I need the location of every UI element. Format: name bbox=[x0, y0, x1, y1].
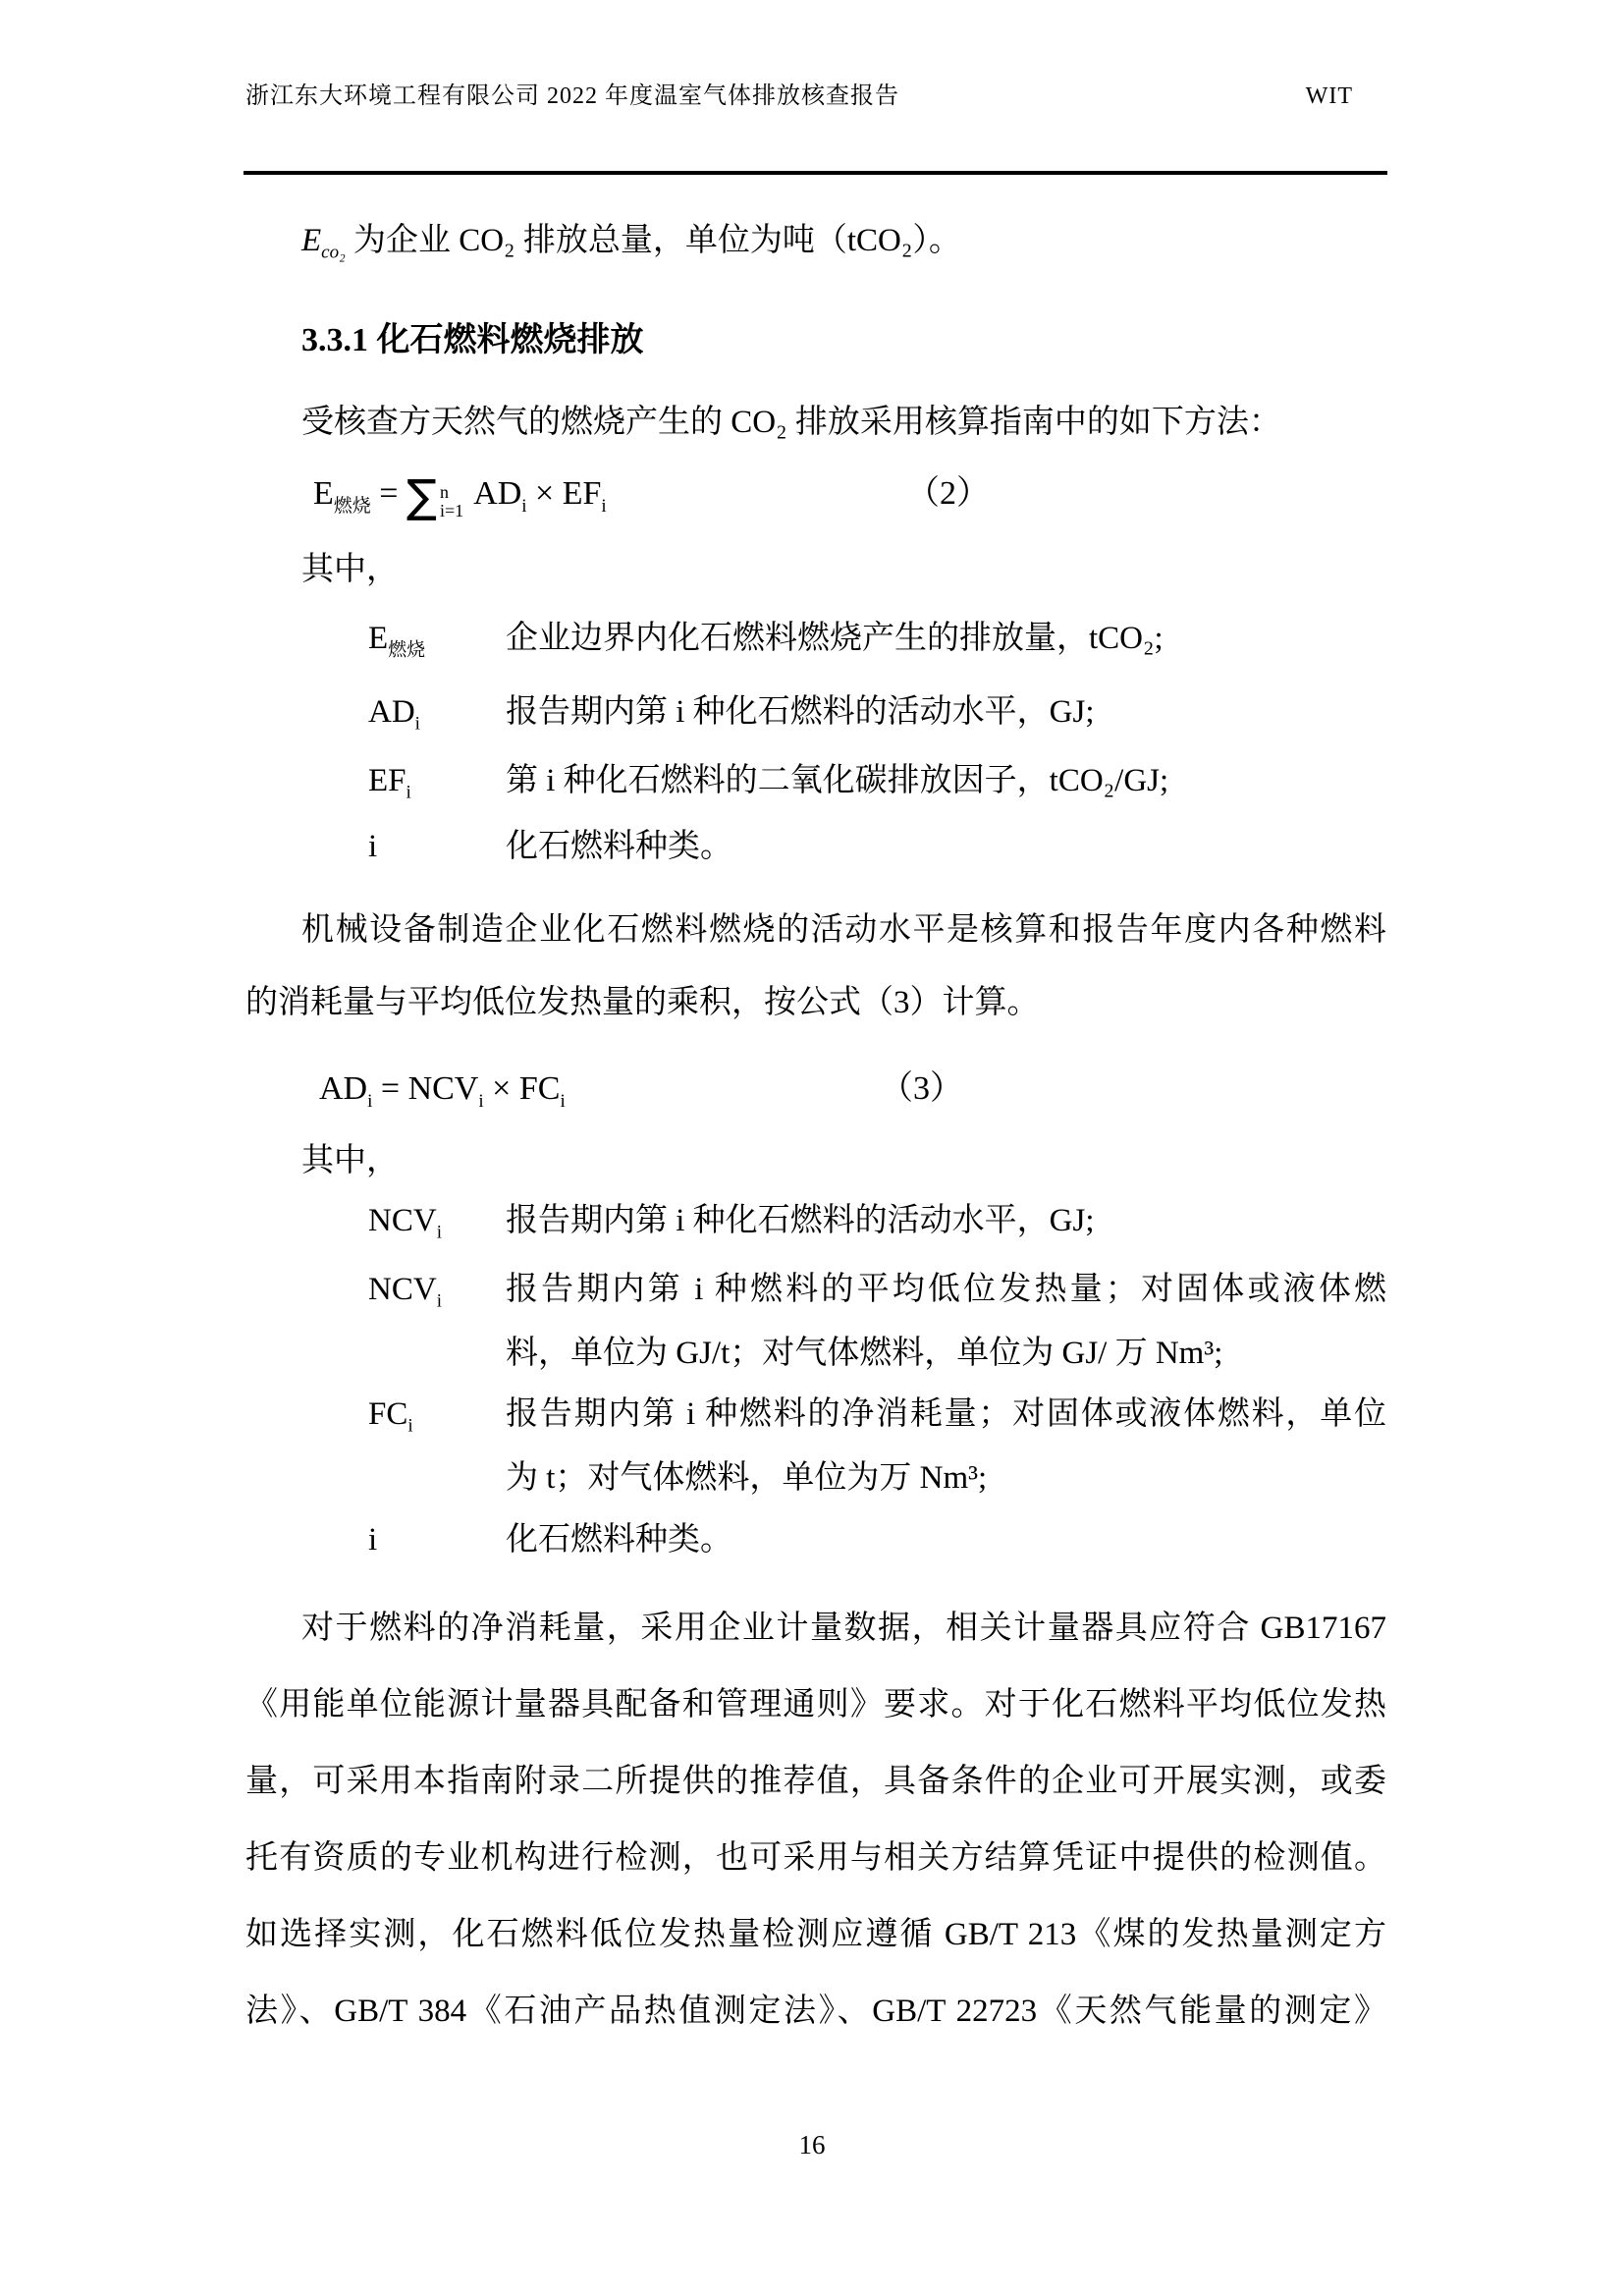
formula-2 bbox=[245, 465, 1386, 523]
header-title: 浙江东大环境工程有限公司 2022 年度温室气体排放核查报告 bbox=[245, 83, 899, 109]
definition-row-ncv-1 bbox=[245, 1197, 1386, 1244]
para-activity-line2: 的消耗量与平均低位发热量的乘积，按公式（3）计算。 bbox=[245, 985, 1040, 1020]
term-subscript: 燃烧 bbox=[388, 639, 426, 661]
term-base: EF bbox=[368, 763, 406, 798]
term-symbol bbox=[368, 688, 420, 736]
definition-row-ad bbox=[245, 688, 1386, 736]
definition-row-i bbox=[245, 823, 1386, 870]
sum-lower-limit: i=1 bbox=[439, 501, 464, 520]
intro-text: 为企业 CO₂ 排放总量，单位为吨（tCO₂）。 bbox=[345, 223, 961, 258]
formula-lhs-subscript: i bbox=[367, 1090, 373, 1112]
term-base: NCV bbox=[368, 1203, 437, 1238]
paragraph-line: 托有资质的专业机构进行检测，也可采用与相关方结算凭证中提供的检测值。 bbox=[245, 1840, 1386, 1876]
term-subscript: i bbox=[436, 1222, 442, 1243]
formula-2-body bbox=[313, 469, 607, 522]
term-description: 报告期内第 i 种燃料的平均低位发热量；对固体或液体燃 bbox=[506, 1272, 1386, 1307]
definition-row-ef bbox=[245, 757, 1386, 804]
para-activity-line1: 机械设备制造企业化石燃料燃烧的活动水平是核算和报告年度内各种燃料 bbox=[301, 912, 1386, 948]
term-description: 化石燃料种类。 bbox=[506, 1522, 732, 1558]
where-label-1: 其中， bbox=[301, 552, 399, 587]
term-description: 第 i 种化石燃料的二氧化碳排放因子，tCO₂/GJ; bbox=[506, 763, 1169, 798]
formula-term-ncv-subscript: i bbox=[478, 1090, 484, 1112]
term-description: 报告期内第 i 种燃料的净消耗量；对固体或液体燃料，单位 bbox=[506, 1396, 1386, 1432]
definition-continuation bbox=[245, 1454, 1386, 1502]
header-mark: WIT bbox=[1305, 83, 1353, 109]
header-rule bbox=[244, 171, 1387, 175]
sum-upper-limit: n bbox=[439, 482, 449, 502]
definition-row-e bbox=[245, 615, 1386, 662]
multiply-sign: × bbox=[492, 1070, 512, 1107]
page-header bbox=[245, 81, 1386, 112]
formula-3-body bbox=[319, 1070, 566, 1112]
formula-term-fc: FC bbox=[518, 1070, 561, 1107]
formula-term-ef: EF bbox=[562, 475, 602, 512]
term-symbol bbox=[368, 757, 411, 804]
term-symbol bbox=[368, 1197, 442, 1244]
formula-term-fc-subscript: i bbox=[560, 1090, 566, 1112]
formula-term-ncv: NCV bbox=[407, 1070, 479, 1107]
formula-lhs: AD bbox=[319, 1070, 368, 1107]
term-base: NCV bbox=[368, 1272, 437, 1307]
equals-sign: = bbox=[380, 1070, 401, 1107]
paragraph-line: 对于燃料的净消耗量，采用企业计量数据，相关计量器具应符合 GB17167 bbox=[301, 1611, 1386, 1646]
formula-lhs: E bbox=[313, 475, 334, 512]
equation-number-3: （3） bbox=[880, 1070, 963, 1107]
term-base: E bbox=[368, 621, 389, 656]
summation-sigma: ∑ bbox=[406, 469, 437, 522]
formula-3 bbox=[245, 1060, 1386, 1119]
term-description: 企业边界内化石燃料燃烧产生的排放量，tCO₂; bbox=[506, 621, 1164, 656]
definition-row-fc bbox=[245, 1391, 1386, 1438]
formula-term-ef-subscript: i bbox=[601, 495, 607, 517]
term-symbol bbox=[368, 1266, 442, 1313]
definition-row-ncv-2 bbox=[245, 1266, 1386, 1313]
term-subscript: i bbox=[406, 782, 411, 803]
term-base: FC bbox=[368, 1396, 408, 1432]
term-subscript: i bbox=[414, 713, 420, 735]
term-symbol bbox=[368, 615, 425, 662]
term-symbol bbox=[368, 1391, 413, 1438]
equation-number-2: （2） bbox=[906, 475, 990, 512]
formula-lhs-subscript: 燃烧 bbox=[333, 495, 371, 517]
term-symbol bbox=[368, 1516, 377, 1563]
definition-continuation bbox=[245, 1330, 1386, 1377]
section-heading: 3.3.1 化石燃料燃烧排放 bbox=[301, 322, 644, 358]
definition-row-i2 bbox=[245, 1516, 1386, 1563]
symbol-e: E bbox=[301, 223, 322, 258]
term-base: AD bbox=[368, 694, 415, 730]
term-description: 报告期内第 i 种化石燃料的活动水平，GJ; bbox=[506, 1203, 1095, 1238]
paragraph-line: 法》、GB/T 384《石油产品热值测定法》、GB/T 22723《天然气能量的测定》 bbox=[245, 1994, 1386, 2029]
term-description-continued: 为 t；对气体燃料，单位为万 Nm³; bbox=[506, 1460, 988, 1496]
term-description: 报告期内第 i 种化石燃料的活动水平，GJ; bbox=[506, 694, 1095, 730]
term-description: 化石燃料种类。 bbox=[506, 829, 732, 864]
paragraph-line: 量，可采用本指南附录二所提供的推荐值，具备条件的企业可开展实测，或委 bbox=[245, 1764, 1386, 1799]
term-subscript: i bbox=[436, 1290, 442, 1312]
formula-term-ad-subscript: i bbox=[521, 495, 527, 517]
term-base: i bbox=[368, 1522, 378, 1558]
symbol-e-subscript: co₂ bbox=[321, 242, 346, 263]
term-base: i bbox=[368, 829, 378, 864]
formula-term-ad: AD bbox=[473, 475, 522, 512]
where-label-2: 其中， bbox=[301, 1143, 399, 1178]
term-subscript: i bbox=[407, 1415, 413, 1437]
term-description-continued: 料，单位为 GJ/t；对气体燃料，单位为 GJ/ 万 Nm³; bbox=[506, 1336, 1223, 1371]
paragraph-line: 如选择实测，化石燃料低位发热量检测应遵循 GB/T 213《煤的发热量测定方 bbox=[245, 1917, 1386, 1952]
paragraph-line: 《用能单位能源计量器具配备和管理通则》要求。对于化石燃料平均低位发热 bbox=[245, 1687, 1386, 1722]
page-number: 16 bbox=[798, 2130, 826, 2159]
term-symbol bbox=[368, 823, 377, 870]
intro-line bbox=[245, 217, 1386, 264]
summation-limits bbox=[440, 483, 463, 520]
para-method-intro: 受核查方天然气的燃烧产生的 CO₂ 排放采用核算指南中的如下方法： bbox=[301, 405, 1281, 440]
equals-sign: = bbox=[379, 475, 399, 512]
multiply-sign: × bbox=[535, 475, 555, 512]
